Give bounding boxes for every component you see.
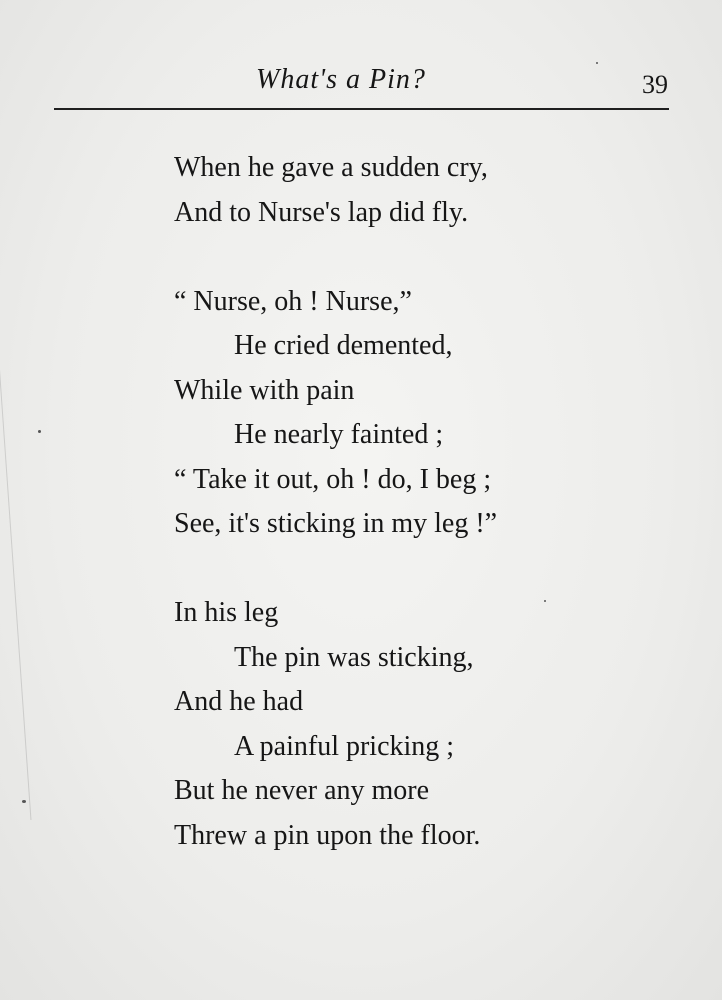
- page-header: [0, 62, 722, 102]
- page-crease: [0, 120, 71, 820]
- header-rule: [54, 108, 669, 110]
- poem-line: But he never any more: [174, 775, 430, 806]
- poem-body: [174, 146, 674, 858]
- poem-line-indented: A painful pricking ;: [234, 730, 455, 762]
- poem-line: While with pain: [174, 374, 355, 406]
- poem-line: “ Take it out, oh ! do, I beg ;: [174, 463, 492, 495]
- stanza-break: [174, 547, 674, 592]
- poem-line: See, it's sticking in my leg !”: [174, 508, 498, 539]
- poem-line-indented: He cried demented,: [234, 330, 453, 361]
- poem-line-indented: He nearly fainted ;: [234, 419, 444, 450]
- poem-line: And he had: [174, 686, 304, 717]
- paper-speck: [544, 600, 546, 602]
- poem-line: “ Nurse, oh ! Nurse,”: [174, 285, 412, 317]
- poem-line: And to Nurse's lap did fly.: [174, 196, 469, 228]
- poem-line: Threw a pin upon the floor.: [174, 819, 481, 851]
- poem-line: In his leg: [174, 597, 279, 628]
- running-title: What's a Pin?: [256, 64, 426, 95]
- page-number: 39: [642, 70, 668, 99]
- paper-speck: [38, 430, 41, 433]
- stanza-break: [174, 235, 674, 280]
- poem-line: When he gave a sudden cry,: [174, 152, 488, 183]
- paper-speck: [22, 800, 26, 803]
- paper-speck: [596, 62, 598, 64]
- poem-line-indented: The pin was sticking,: [234, 641, 474, 673]
